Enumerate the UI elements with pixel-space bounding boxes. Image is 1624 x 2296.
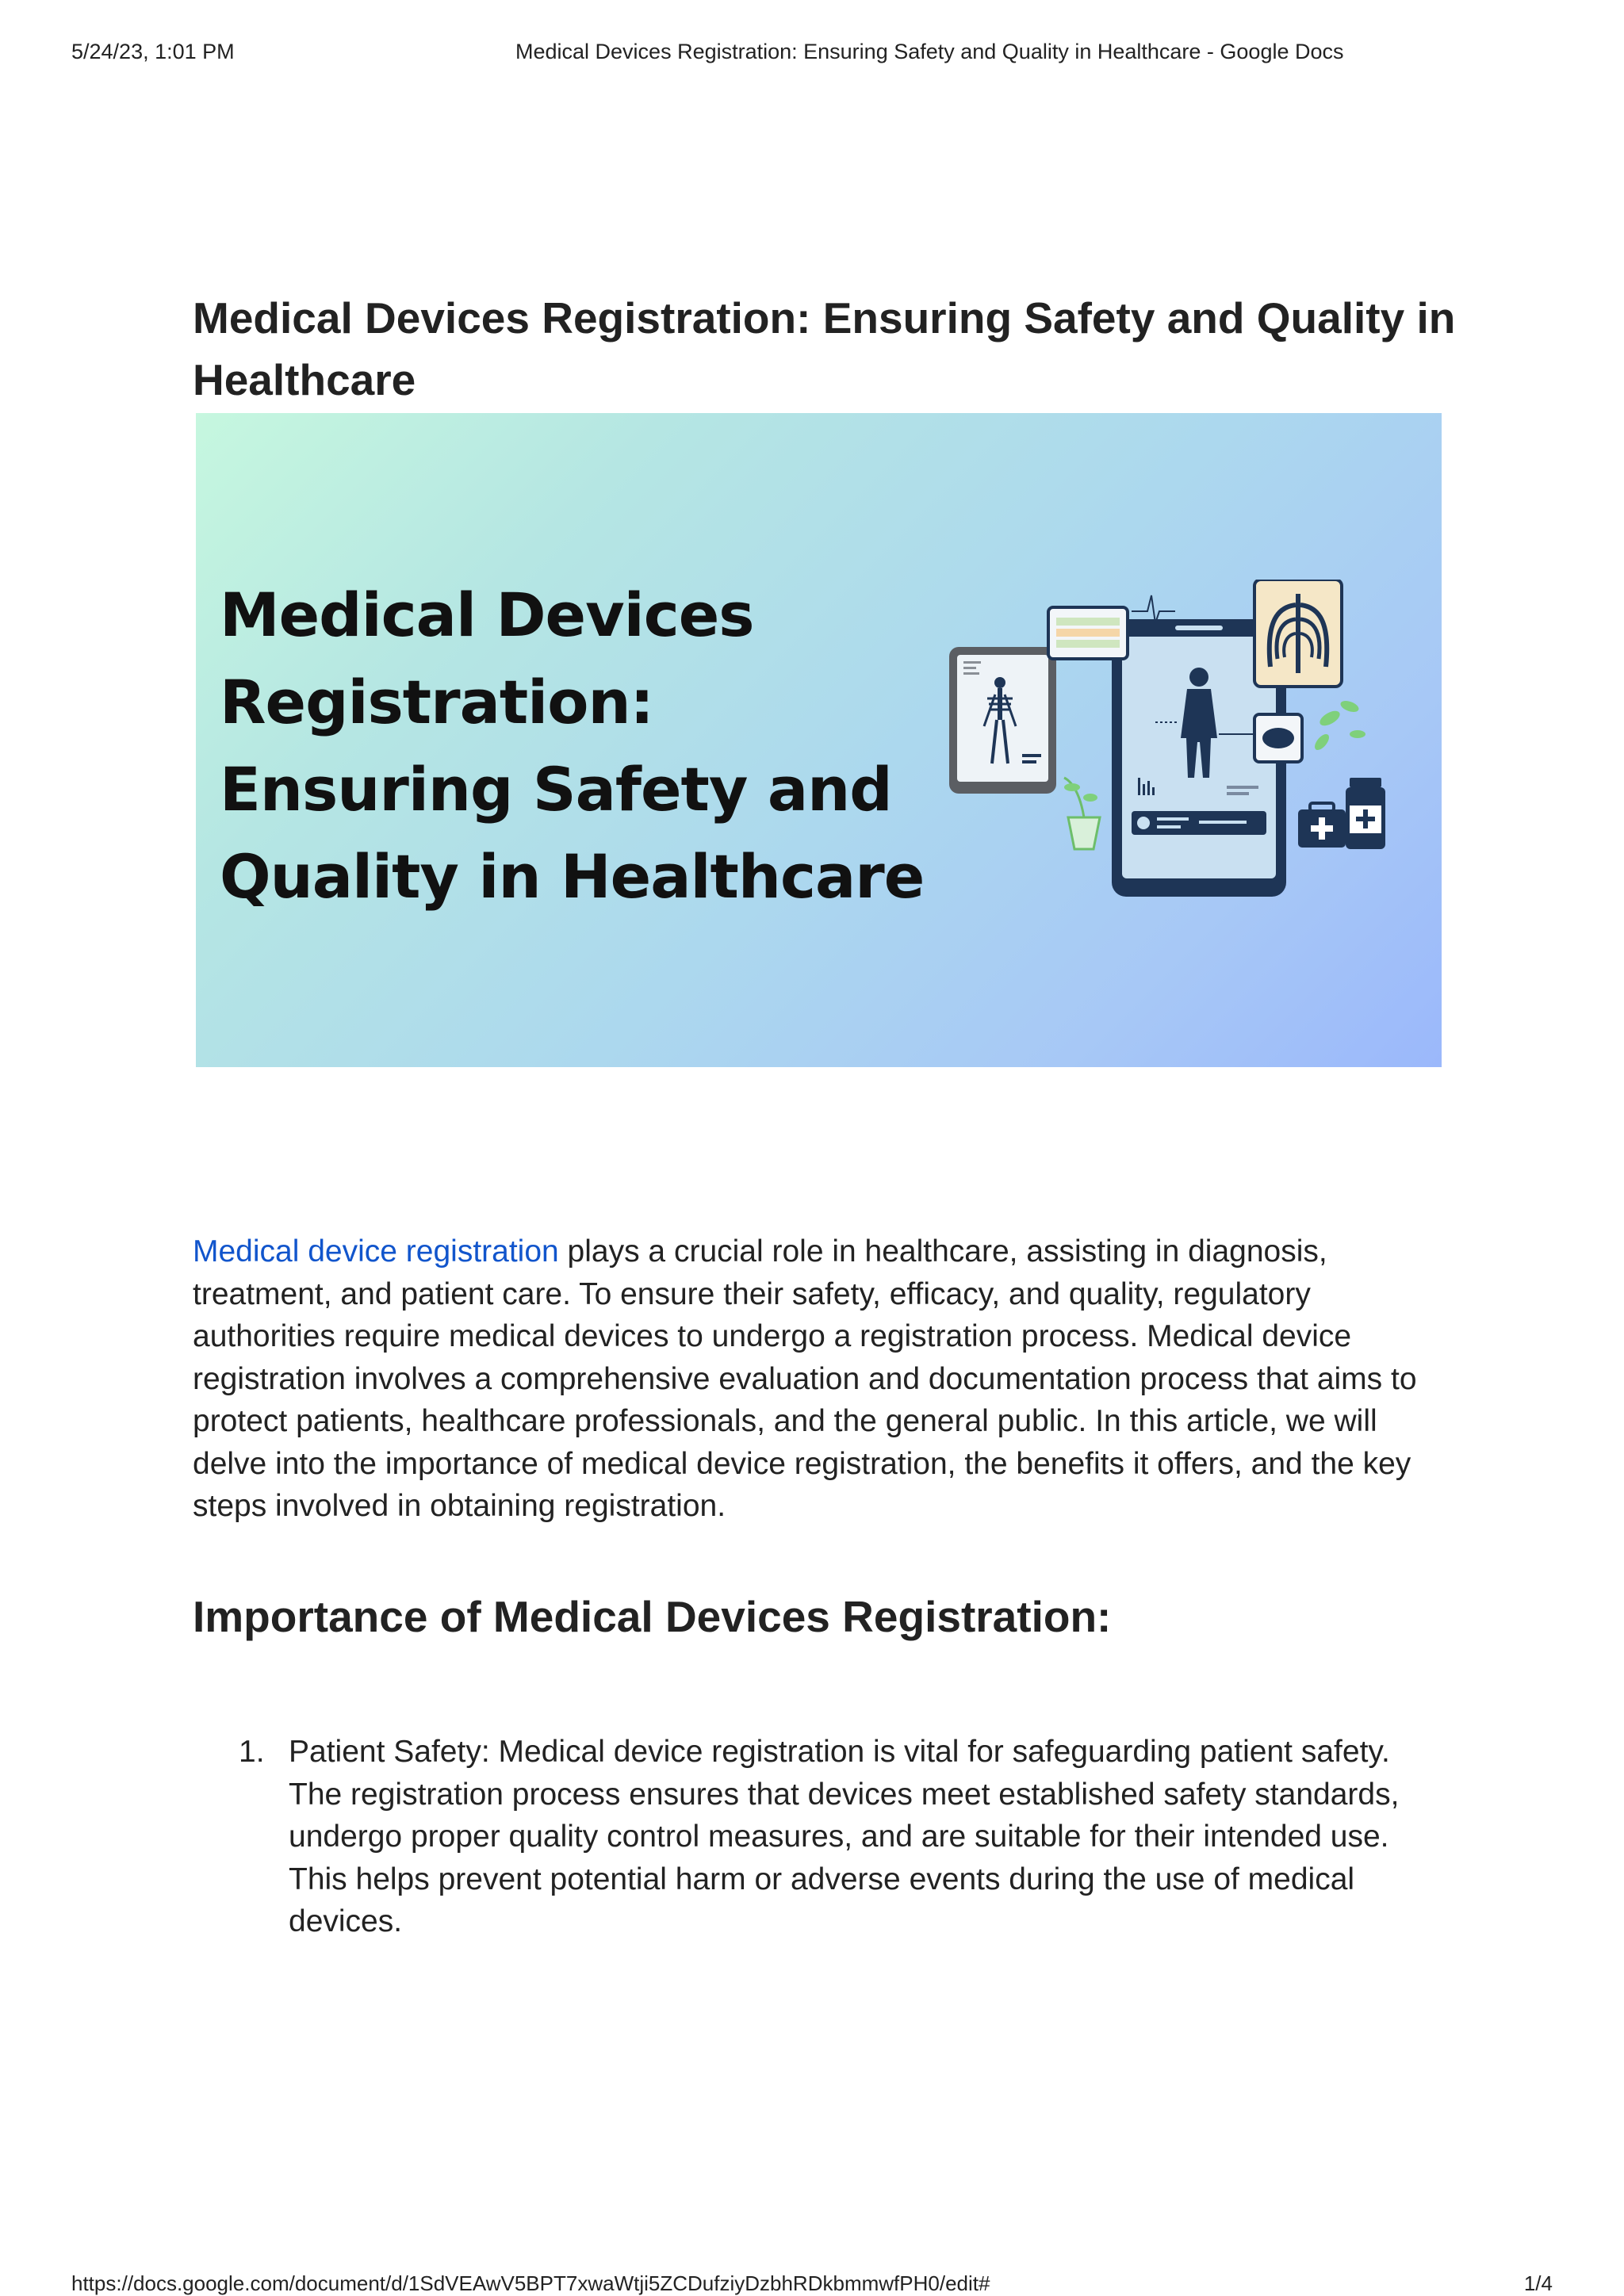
document-title: Medical Devices Registration: Ensuring Safety and Quality in Healthcare — [193, 293, 1456, 404]
banner-line-4: Quality in Healthcare — [220, 841, 925, 912]
intro-paragraph — [193, 1230, 1438, 1528]
print-footer — [0, 2271, 1624, 2296]
first-aid-kit-icon — [1298, 803, 1346, 848]
tablet-skeleton-icon — [949, 647, 1056, 794]
banner-line-1: Medical Devices — [220, 580, 754, 650]
print-page-title: Medical Devices Registration: Ensuring Safety and Quality in Healthcare - Google Docs — [515, 40, 1344, 63]
importance-list — [193, 1731, 1446, 1943]
list-item-number: 1. — [239, 1735, 265, 1769]
banner-line-2: Registration: — [220, 667, 653, 737]
medical-device-registration-link[interactable]: Medical device registration — [193, 1234, 559, 1269]
leaves-icon — [1312, 698, 1365, 752]
plant-icon — [1064, 778, 1100, 849]
print-page-number: 1/4 — [1523, 2271, 1553, 2295]
banner-heading — [220, 572, 933, 920]
intro-body-text: plays a crucial role in healthcare, assisting in diagnosis, treatment, and patient care. To ensure their safety, efficacy, and quality, regulatory authorities require medical devices to undergo a registration process. Medical device registration involves a comprehensive evaluation and documentation process that aims to protect patients, healthcare professionals, and the general public. In this article, we will delve into the importance of medical device registration, the benefits it offers, and the key steps involved in obtaining registration. — [193, 1234, 1417, 1523]
section-heading: Importance of Medical Devices Registration: — [193, 1592, 1112, 1641]
print-datetime: 5/24/23, 1:01 PM — [71, 40, 235, 63]
medical-devices-illustration — [949, 580, 1409, 897]
banner-image — [196, 413, 1442, 1067]
print-url: https://docs.google.com/document/d/1SdVEAwV5BPT7xwaWtji5ZCDufziyDzbhRDkbmmwfPH0/edit# — [71, 2271, 990, 2295]
print-header — [0, 40, 1624, 71]
banner-line-3: Ensuring Safety and — [220, 754, 892, 825]
list-item-text: Patient Safety: Medical device registration is vital for safeguarding patient safety. The registration process ensures that devices meet established safety standards, undergo proper quality control measures, and are suitable for their intended use. This helps prevent potential harm or adverse events during the use of medical devices. — [289, 1735, 1400, 1938]
medicine-bottle-icon — [1346, 778, 1385, 849]
list-item — [193, 1731, 1446, 1943]
xray-ribcage-icon — [1254, 580, 1342, 687]
